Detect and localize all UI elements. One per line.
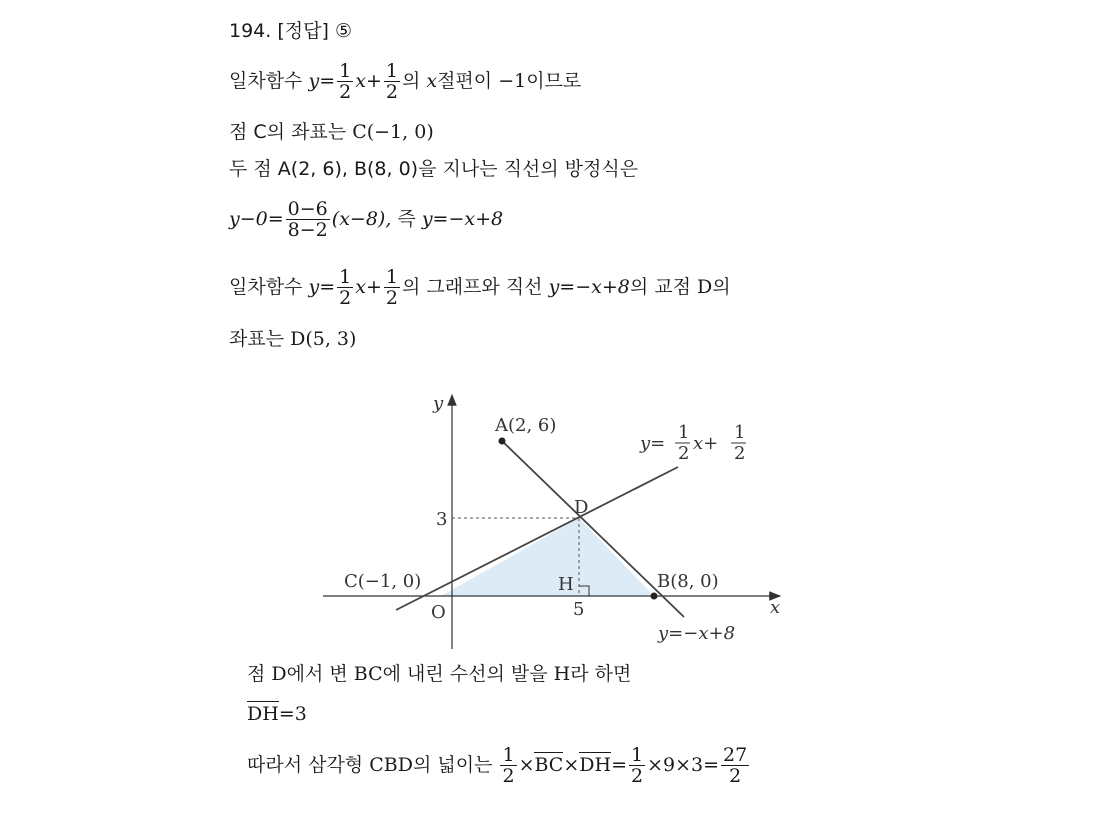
text-therefore-triangle: 따라서 삼각형: [247, 754, 364, 776]
point-d-label: D: [574, 497, 589, 518]
segment-bc: BC: [534, 754, 564, 776]
text-graph-and-line: 의 그래프와 직선: [401, 276, 543, 298]
fraction-half: [500, 745, 516, 786]
line1-label-y: y=: [640, 433, 666, 454]
point-c-coord: C(−1, 0): [352, 121, 434, 143]
answer-label: [정답]: [277, 20, 329, 42]
point-d-coord: D(5, 3): [290, 328, 357, 350]
frac-den: 2: [385, 81, 398, 103]
equation-line-ab: y=−x+8: [421, 208, 504, 230]
frac-den: 2: [631, 765, 644, 787]
frac-den: 2: [729, 765, 742, 787]
var-y: y: [308, 70, 320, 92]
text-linear-function: 일차함수: [229, 276, 303, 298]
tick-5-label: 5: [573, 599, 585, 620]
text-from-d: D에서 변: [271, 663, 348, 685]
point-a-dot: [499, 438, 506, 445]
segment-dh: DH: [579, 754, 612, 776]
text-particle: 의: [401, 70, 421, 92]
frac-num: 0−6: [287, 198, 328, 220]
line2-label: y=−x+8: [658, 623, 736, 644]
text-area-of-cbd: CBD의 넓이는: [369, 754, 493, 776]
fraction-half: [337, 61, 353, 102]
line-7: [247, 662, 631, 686]
line-5: [229, 264, 731, 310]
frac-num: 1: [385, 60, 398, 82]
fraction-half: [384, 267, 400, 308]
frac-den: 2: [339, 81, 352, 103]
text-perpendicular-foot: BC에 내린 수선의 발을: [353, 663, 548, 685]
problem-header: [229, 19, 352, 43]
frac-num: 1: [502, 744, 515, 766]
eq-sign: =: [611, 754, 627, 776]
frac-num: 1: [631, 744, 644, 766]
text-coord-of-c: C의 좌표는: [253, 121, 347, 143]
answer-value: ⑤: [334, 20, 352, 42]
text-intersection: 의 교점: [629, 276, 691, 298]
text-line-through: A(2, 6), B(8, 0)을 지나는 직선의 방정식은: [277, 158, 639, 180]
times-sign: ×: [563, 754, 580, 776]
frac-num: 1: [385, 266, 398, 288]
text-point: 점: [229, 121, 248, 143]
frac-num: 1: [339, 266, 352, 288]
line-9: [247, 742, 751, 788]
text-coord-is: 좌표는: [229, 328, 285, 350]
line-1: [229, 58, 581, 104]
tick-3-label: 3: [436, 509, 448, 530]
line1-frac2-den: 2: [734, 443, 746, 464]
frac-num: 27: [723, 744, 748, 766]
y-axis-label: y: [433, 393, 444, 414]
text-call-h: H라 하면: [553, 663, 632, 685]
area-computation: ×9×3=: [647, 754, 720, 776]
origin-label: O: [431, 602, 446, 623]
line1-label-x: x+: [693, 433, 719, 454]
line-3: [229, 157, 638, 181]
point-a-label: A(2, 6): [495, 415, 557, 436]
line-2: [229, 120, 434, 144]
text-intercept: 절편이: [437, 70, 493, 92]
var-y: y: [308, 276, 320, 298]
text-point-d: D의: [697, 276, 731, 298]
text-that-is: 즉: [397, 208, 416, 230]
times-sign: ×: [518, 754, 535, 776]
point-h-label: H: [558, 574, 574, 595]
eq-sign: =: [319, 276, 336, 298]
frac-den: 2: [339, 287, 352, 309]
line1-frac1-den: 2: [678, 443, 690, 464]
segment-dh: DH: [247, 703, 279, 725]
fraction-half: [629, 745, 645, 786]
frac-num: 1: [339, 60, 352, 82]
var-x: x: [355, 276, 366, 298]
x-axis-label: x: [770, 597, 781, 618]
var-x: x: [355, 70, 366, 92]
equation-lhs: y−0=: [229, 208, 284, 230]
text-two-points: 두 점: [229, 158, 272, 180]
text-intercept-value: −1이므로: [498, 70, 582, 92]
eq-sign: =: [319, 70, 336, 92]
fraction-half: [337, 267, 353, 308]
line1-frac1-num: 1: [678, 422, 690, 443]
frac-den: 8−2: [287, 219, 328, 241]
var-x: x: [426, 70, 438, 92]
fraction-area: [721, 745, 749, 786]
text-linear-function: 일차함수: [229, 70, 303, 92]
plus-sign: +: [365, 276, 382, 298]
point-b-dot: [651, 593, 658, 600]
equation-rhs: (x−8),: [331, 208, 392, 230]
fraction-half: [384, 61, 400, 102]
fraction-slope: [286, 199, 330, 240]
line-4: [229, 196, 503, 242]
plus-sign: +: [365, 70, 382, 92]
line-8: [247, 702, 307, 726]
coordinate-figure: [318, 387, 808, 652]
frac-den: 2: [385, 287, 398, 309]
problem-number: 194.: [229, 20, 272, 42]
frac-den: 2: [502, 765, 515, 787]
equation-line-ab: y=−x+8: [548, 276, 630, 298]
text-point: 점: [247, 663, 266, 685]
line1-frac2-num: 1: [734, 422, 746, 443]
point-c-label: C(−1, 0): [344, 571, 422, 592]
line1-label: [639, 422, 746, 464]
dh-value: =3: [278, 703, 307, 725]
point-b-label: B(8, 0): [657, 571, 719, 592]
line-6: [229, 327, 356, 351]
